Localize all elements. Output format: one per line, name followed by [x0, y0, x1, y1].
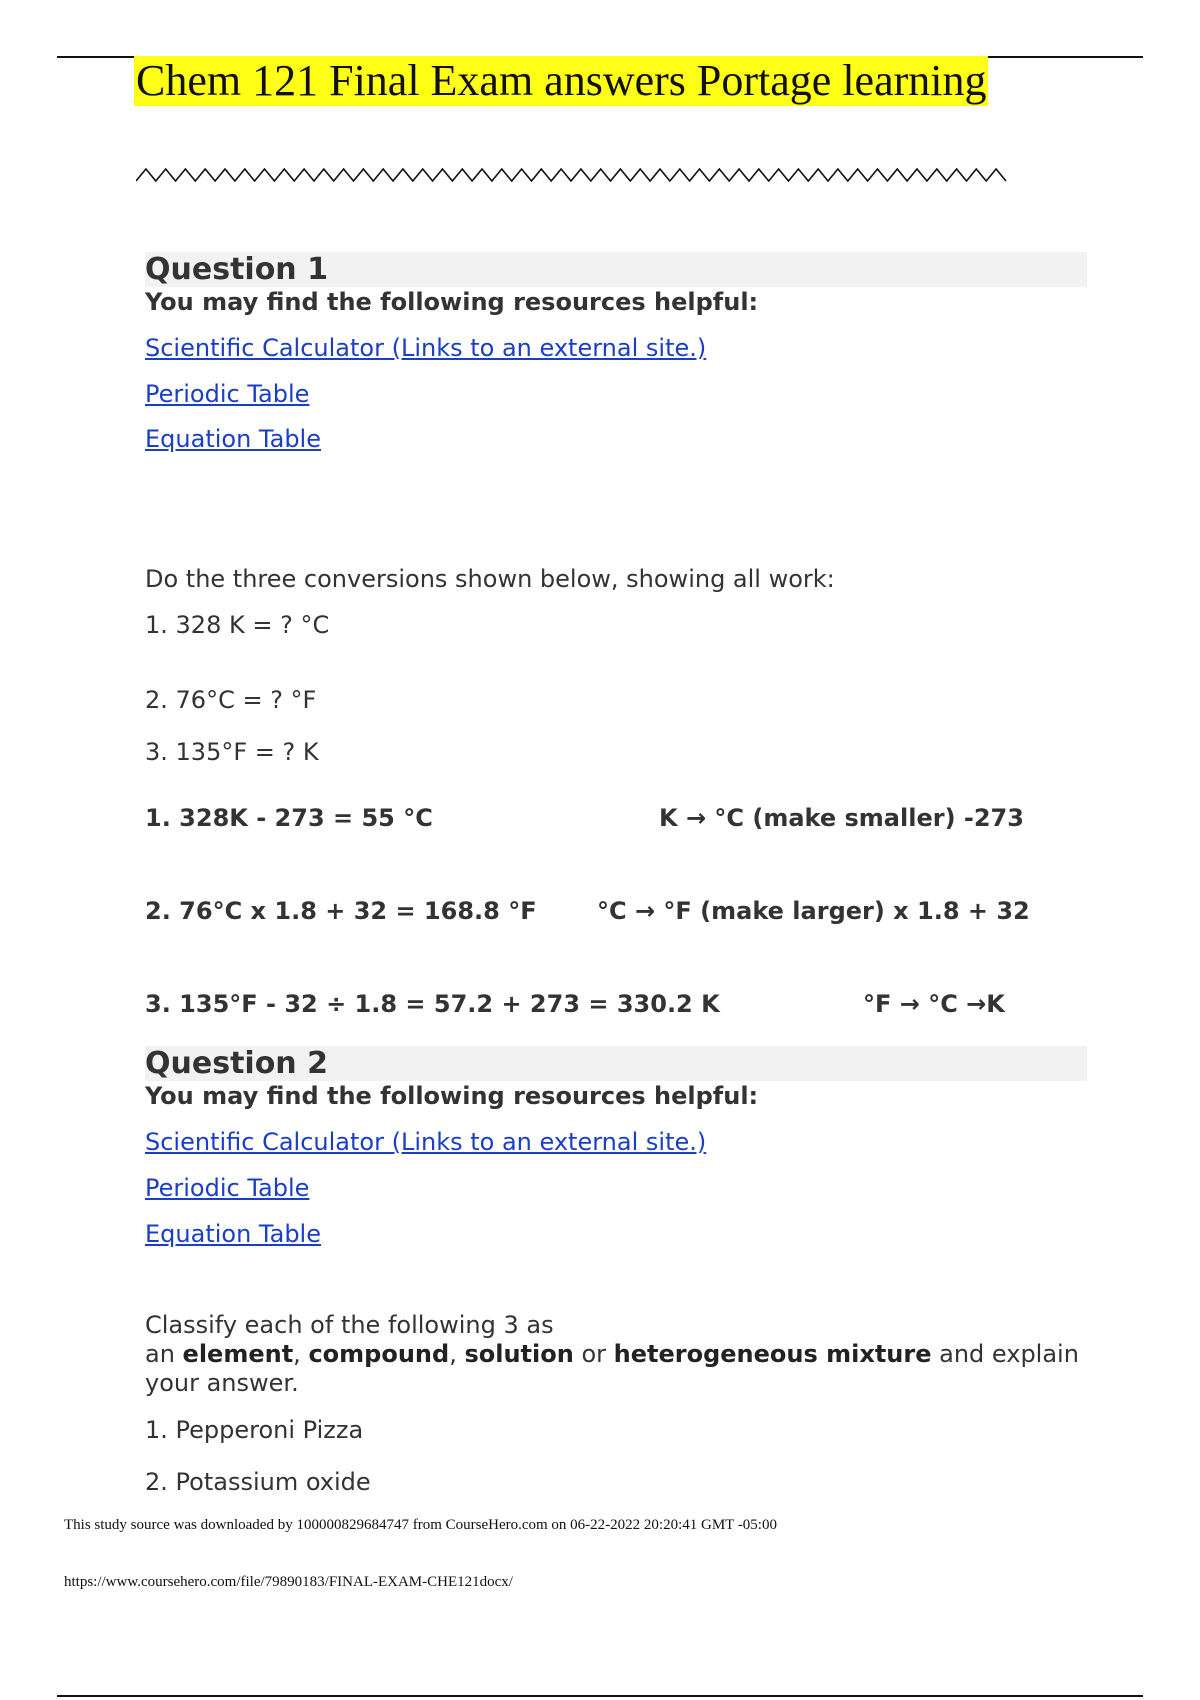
- q2-prompt-line-2: an element, compound, solution or heterogeneous mixture and explain your answer.: [145, 1340, 1079, 1397]
- q2-resources-intro: You may find the following resources helpful:: [145, 1082, 759, 1110]
- bottom-rule: [57, 1695, 1143, 1697]
- document-title: Chem 121 Final Exam answers Portage learning: [136, 56, 987, 105]
- q2-item-1: 1. Pepperoni Pizza: [145, 1416, 364, 1444]
- q1-answer-1-work: 1. 328K - 273 = 55 °C: [145, 804, 433, 832]
- q1-equation-table-link[interactable]: Equation Table: [145, 425, 321, 453]
- question-1-heading: Question 1: [145, 252, 1087, 287]
- q2-item-2: 2. Potassium oxide: [145, 1468, 371, 1496]
- q1-resources-intro: You may find the following resources helpful:: [145, 288, 759, 316]
- q2-prompt-line-1: Classify each of the following 3 as: [145, 1311, 554, 1339]
- source-note: This study source was downloaded by 100000829684747 from CourseHero.com on 06-22-2022 20:20:41 GMT -05:00: [64, 1517, 777, 1533]
- q1-answer-1-note: K → °C (make smaller) -273: [659, 804, 1024, 832]
- q1-prompt: Do the three conversions shown below, showing all work:: [145, 565, 835, 593]
- term-heterogeneous-mixture: heterogeneous mixture: [613, 1340, 932, 1368]
- q2-equation-table-link[interactable]: Equation Table: [145, 1220, 321, 1248]
- q1-answer-2-work: 2. 76°C x 1.8 + 32 = 168.8 °F: [145, 897, 537, 925]
- q1-item-1: 1. 328 K = ? °C: [145, 611, 330, 639]
- q2-scientific-calculator-link[interactable]: Scientific Calculator (Links to an external site.): [145, 1128, 707, 1156]
- q1-item-2: 2. 76°C = ? °F: [145, 686, 317, 714]
- zigzag-separator: [136, 168, 1008, 182]
- term-compound: compound: [308, 1340, 450, 1368]
- q1-answer-2-note: °C → °F (make larger) x 1.8 + 32: [597, 897, 1030, 925]
- term-element: element: [182, 1340, 294, 1368]
- q1-answer-3-note: °F → °C →K: [863, 990, 1005, 1018]
- q2-prompt: [145, 1311, 1090, 1398]
- term-solution: solution: [464, 1340, 574, 1368]
- q1-scientific-calculator-link[interactable]: Scientific Calculator (Links to an external site.): [145, 334, 707, 362]
- q2-periodic-table-link[interactable]: Periodic Table: [145, 1174, 310, 1202]
- q1-answer-3-work: 3. 135°F - 32 ÷ 1.8 = 57.2 + 273 = 330.2 K: [145, 990, 720, 1018]
- source-url: https://www.coursehero.com/file/79890183/FINAL-EXAM-CHE121docx/: [64, 1574, 513, 1590]
- question-2-heading: Question 2: [145, 1046, 1087, 1081]
- q1-periodic-table-link[interactable]: Periodic Table: [145, 380, 310, 408]
- q1-item-3: 3. 135°F = ? K: [145, 738, 319, 766]
